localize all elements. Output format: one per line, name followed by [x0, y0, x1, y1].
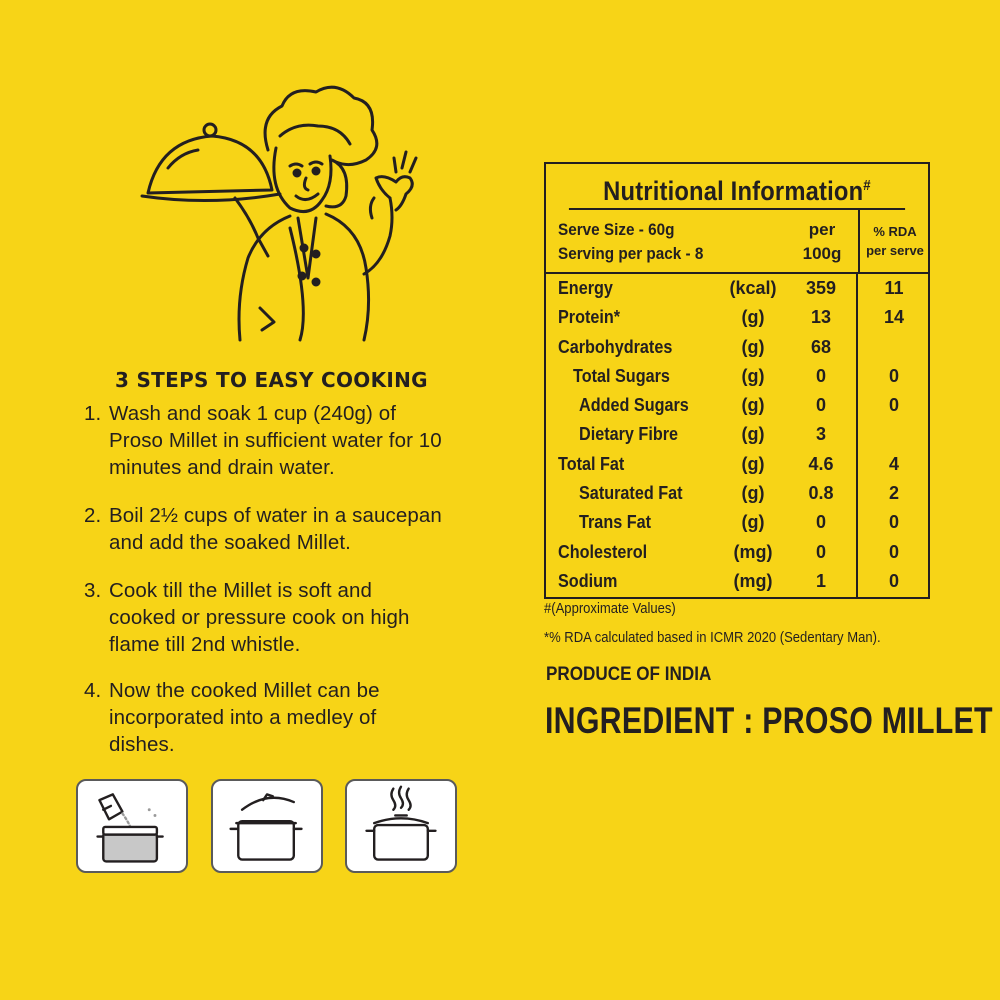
serving-info	[558, 218, 703, 266]
nutrient-value: 13	[810, 307, 832, 328]
nutrient-unit: (g)	[741, 307, 765, 328]
nutrient-name: Added Sugars	[579, 395, 689, 416]
nutrient-value: 0	[815, 541, 826, 562]
produce-of-label: PRODUCE OF INDIA	[546, 664, 712, 685]
nutrition-row	[546, 420, 928, 449]
nutrient-value: 4.6	[808, 453, 834, 474]
nutrient-unit: (g)	[741, 453, 765, 474]
nutrient-unit: (g)	[741, 336, 765, 357]
nutrient-rda: 11	[884, 278, 904, 298]
cooking-step	[84, 677, 444, 758]
approx-values-note: #(Approximate Values)	[544, 601, 676, 617]
step-text: Boil 2½ cups of water in a saucepan and add the soaked Millet.	[109, 504, 442, 554]
cooking-icons-row	[76, 779, 466, 875]
nutrient-name: Total Fat	[558, 453, 625, 474]
step-number: 2.	[84, 504, 102, 527]
nutrient-name: Energy	[558, 278, 613, 298]
step-number: 3.	[84, 579, 102, 602]
step-number: 4.	[84, 679, 102, 702]
step-number: 1.	[84, 402, 102, 425]
step-text: Now the cooked Millet can be incorporated into a medley of dishes.	[109, 679, 380, 756]
rda-header	[858, 210, 930, 272]
nutrition-row	[546, 362, 928, 391]
nutrition-row	[546, 508, 928, 537]
nutrition-title	[569, 164, 905, 210]
nutrient-name: Sodium	[558, 570, 618, 591]
per-label: per	[808, 220, 836, 239]
serving-per-pack: Serving per pack - 8	[558, 244, 704, 263]
nutrition-table	[544, 162, 930, 599]
steaming-pot-icon	[345, 779, 457, 873]
nutrient-unit: (kcal)	[729, 278, 777, 298]
nutrient-unit: (mg)	[733, 541, 773, 562]
nutrient-unit: (g)	[741, 395, 765, 416]
rda-sub: per serve	[866, 243, 924, 258]
covered-pot-icon	[211, 779, 323, 873]
nutrient-rda: 0	[888, 541, 899, 562]
nutrient-unit: (g)	[741, 483, 765, 504]
nutrition-row	[546, 303, 928, 332]
nutrient-name: Cholesterol	[558, 541, 648, 562]
nutrient-unit: (g)	[741, 512, 765, 533]
nutrition-row	[546, 333, 928, 362]
serve-size: Serve Size - 60g	[558, 220, 675, 239]
nutrient-name: Carbohydrates	[558, 336, 673, 357]
per-amount: 100g	[802, 244, 842, 263]
nutrient-rda: 4	[888, 453, 899, 474]
nutrient-unit: (g)	[741, 365, 765, 386]
nutrition-header	[546, 210, 928, 274]
rda-label: % RDA	[873, 224, 917, 239]
nutrition-row	[546, 391, 928, 420]
nutrient-name: Protein*	[558, 307, 621, 328]
per-100g-header	[786, 218, 858, 266]
title-mark: #	[863, 177, 871, 194]
step-text: Cook till the Millet is soft and cooked or pressure cook on high flame till 2nd whistle.	[109, 579, 410, 656]
nutrition-row	[546, 450, 928, 479]
nutrient-name: Dietary Fibre	[579, 424, 679, 445]
nutrient-rda: 2	[888, 483, 899, 504]
nutrient-rda: 14	[883, 307, 905, 328]
nutrition-title-text: Nutritional Information	[603, 176, 864, 206]
rda-footnote: *% RDA calculated based in ICMR 2020 (Sedentary Man).	[544, 630, 881, 646]
nutrition-row	[546, 479, 928, 508]
nutrient-rda: 0	[888, 395, 899, 416]
step-text: Wash and soak 1 cup (240g) of Proso Millet in sufficient water for 10 minutes and drain water.	[109, 402, 442, 479]
cooking-steps-title: 3 STEPS TO EASY COOKING	[115, 368, 428, 392]
nutrient-value: 0.8	[808, 483, 834, 504]
nutrient-unit: (g)	[741, 424, 765, 445]
nutrient-value: 0	[815, 512, 826, 533]
nutrition-row	[546, 274, 928, 303]
nutrient-value: 359	[805, 278, 837, 298]
nutrition-rows	[546, 274, 928, 596]
cooking-step	[84, 577, 444, 658]
cooking-steps-list	[84, 400, 444, 779]
nutrition-row	[546, 538, 928, 567]
nutrient-value: 68	[810, 336, 832, 357]
cooking-step	[84, 502, 444, 556]
pour-water-pot-icon	[76, 779, 188, 873]
chef-illustration	[140, 78, 420, 348]
nutrient-value: 1	[815, 570, 826, 591]
nutrient-value: 0	[815, 395, 826, 416]
cooking-step	[84, 400, 444, 481]
nutrient-name: Saturated Fat	[579, 483, 683, 504]
nutrient-rda: 0	[888, 365, 899, 386]
ingredient-label: INGREDIENT : PROSO MILLET	[545, 700, 993, 741]
nutrient-value: 0	[815, 365, 826, 386]
nutrient-value: 3	[815, 424, 826, 445]
nutrient-unit: (mg)	[733, 570, 773, 591]
nutrient-name: Total Sugars	[573, 365, 670, 386]
nutrient-name: Trans Fat	[579, 512, 652, 533]
nutrient-rda: 0	[888, 570, 899, 591]
nutrient-rda: 0	[888, 512, 899, 533]
nutrition-row	[546, 567, 928, 596]
